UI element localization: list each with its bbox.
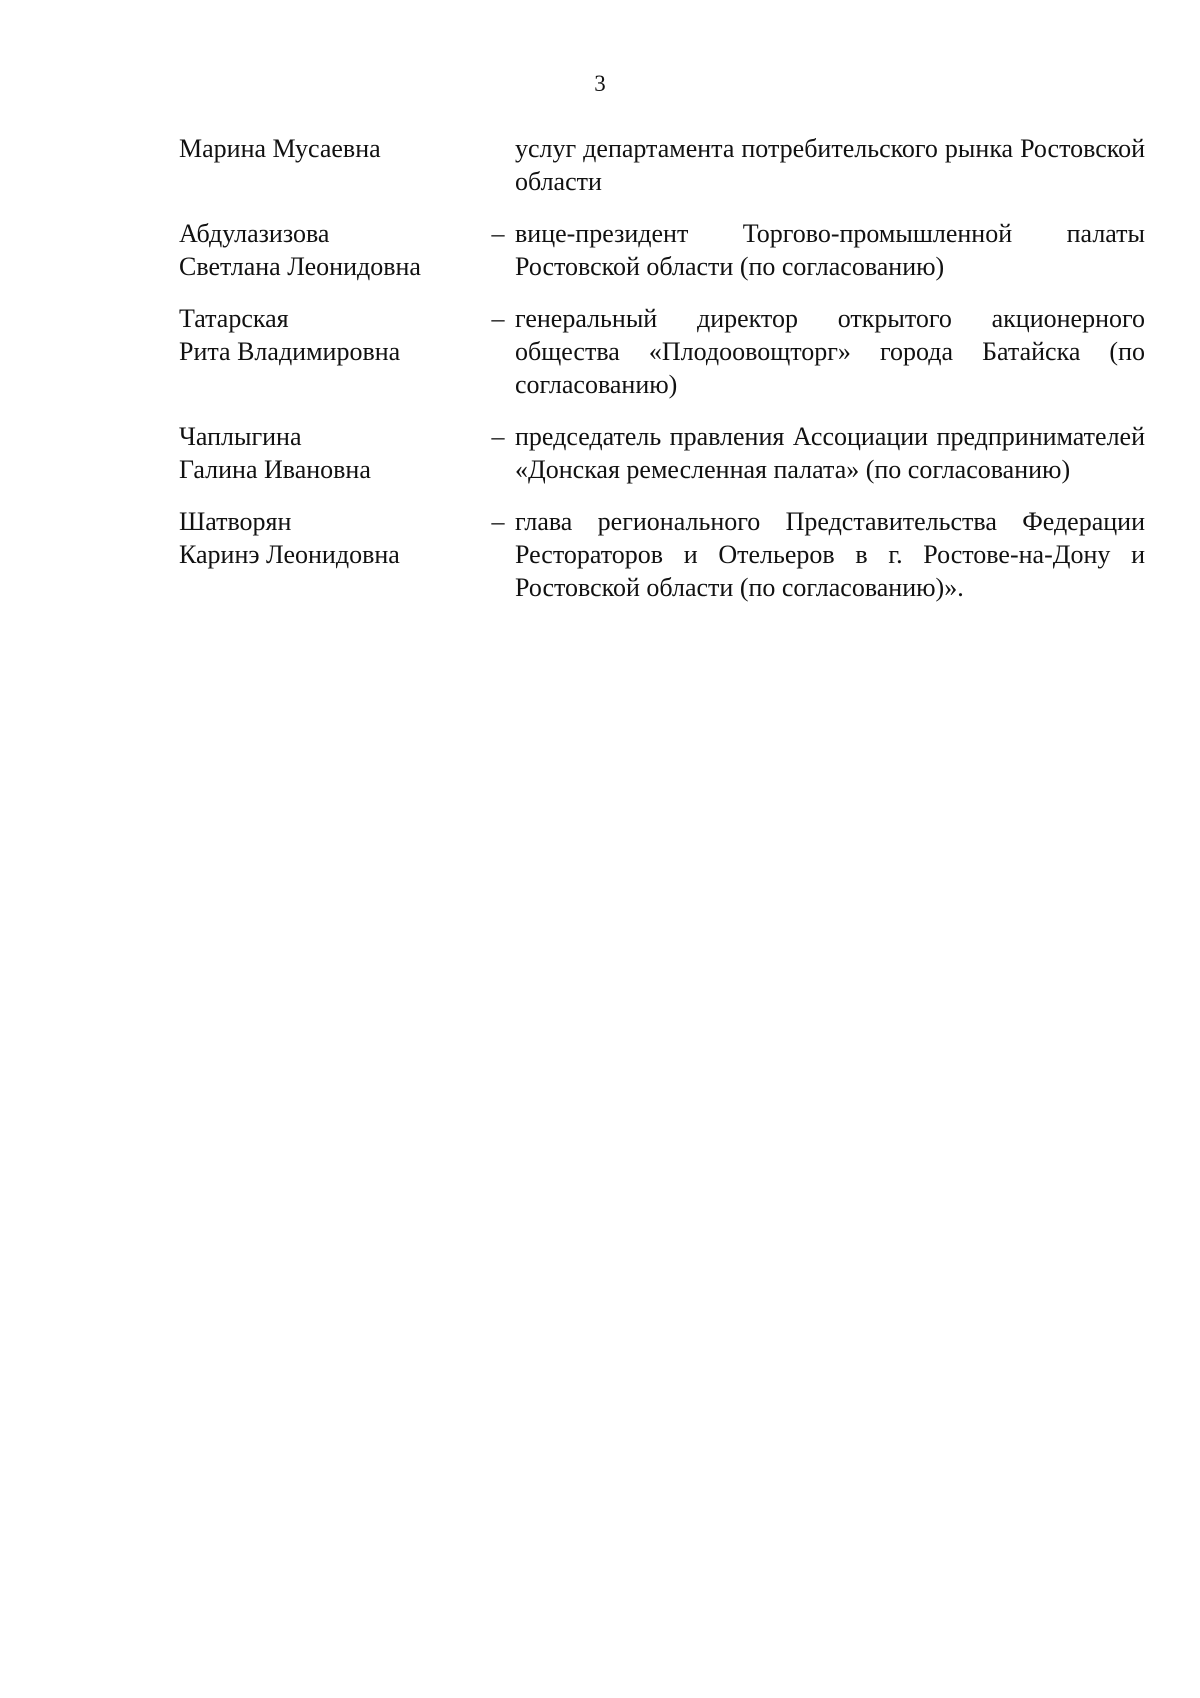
dash-separator: –: [491, 422, 505, 451]
member-name: [179, 302, 481, 368]
member-entry: [179, 217, 1145, 283]
member-name: [179, 420, 481, 486]
member-role: председатель правления Ассоциации предпринимателей «Донская ремесленная палата» (по согласованию): [515, 422, 1145, 484]
member-surname: Татарская: [179, 304, 289, 333]
member-first-names: Каринэ Леонидовна: [179, 540, 400, 569]
member-first-names: Рита Владимировна: [179, 337, 401, 366]
member-entry: [179, 132, 1145, 198]
member-surname: Чаплыгина: [179, 422, 302, 451]
member-entry: [179, 302, 1145, 401]
member-role: глава регионального Представительства Федерации Рестораторов и Отельеров в г. Ростове-на-Дону и Ростовской области (по согласованию)».: [515, 507, 1145, 602]
dash-separator: –: [491, 304, 505, 333]
member-list: [179, 132, 1145, 604]
member-name: [179, 132, 481, 165]
member-entry: [179, 420, 1145, 486]
member-surname: Шатворян: [179, 507, 292, 536]
member-name: [179, 217, 481, 283]
member-surname: Абдулазизова: [179, 219, 330, 248]
member-first-names: Галина Ивановна: [179, 455, 371, 484]
member-role: вице-президент Торгово-промышленной палаты Ростовской области (по согласованию): [515, 219, 1145, 281]
dash-separator: –: [491, 219, 505, 248]
member-name: [179, 505, 481, 571]
dash-separator: –: [491, 507, 505, 536]
member-role: услуг департамента потребительского рынка Ростовской области: [515, 134, 1145, 196]
page-number: 3: [594, 71, 606, 96]
member-role: генеральный директор открытого акционерного общества «Плодоовощторг» города Батайска (по согласованию): [515, 304, 1145, 399]
member-first-names: Марина Мусаевна: [179, 134, 381, 163]
member-entry: [179, 505, 1145, 604]
member-first-names: Светлана Леонидовна: [179, 252, 421, 281]
